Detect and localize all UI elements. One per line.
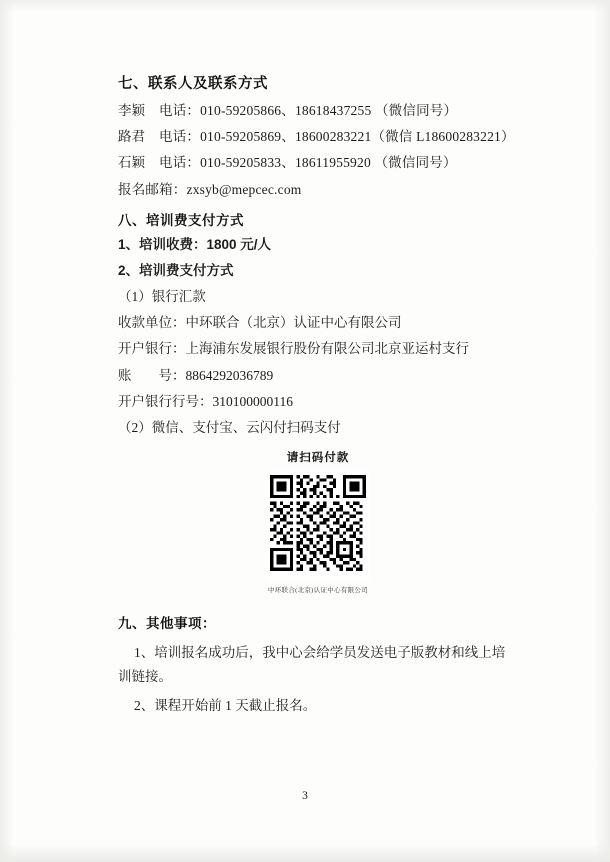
scan-edge-bottom	[0, 844, 610, 862]
payment-item-method-heading: 2、培训费支付方式	[118, 262, 234, 278]
page-number: 3	[302, 790, 308, 802]
payment-item-scan-pay: （2）微信、支付宝、云闪付扫码支付	[118, 419, 341, 435]
section-heading-nine: 九、其他事项：	[118, 616, 216, 632]
contact-name-3: 石颖	[118, 155, 145, 171]
scan-edge-left	[0, 0, 14, 862]
contact-detail-1: 电话：010-59205866、18618437255 （微信同号）	[159, 103, 458, 118]
document-content	[118, 72, 518, 724]
contact-line-1	[118, 104, 518, 118]
contact-email-line	[118, 183, 518, 197]
contact-detail-2: 电话：010-59205869、18600283221（微信 L18600283221）	[159, 129, 515, 145]
contact-email: 报名邮箱：zxsyb@mepcec.com	[118, 181, 302, 197]
contact-line-2	[118, 130, 518, 144]
qr-block	[118, 449, 518, 594]
qr-caption: 中环联合(北京)认证中心有限公司	[267, 587, 369, 595]
scan-edge-top	[0, 0, 610, 12]
payment-item-bank-code: 开户银行行号：310100000116	[118, 393, 293, 409]
payment-item-fee: 1、培训收费：1800 元/人	[118, 236, 272, 252]
section-heading-seven: 七、联系人及联系方式	[118, 76, 268, 92]
payment-item-payee: 收款单位：中环联合（北京）认证中心有限公司	[118, 315, 402, 331]
payment-item-bank: 开户银行：上海浦东发展银行股份有限公司北京亚运村支行	[118, 341, 469, 357]
scan-edge-right	[594, 0, 610, 862]
payment-item-account: 账 号：8864292036789	[118, 367, 274, 383]
contact-line-3	[118, 156, 518, 170]
payment-qr-code-icon	[266, 471, 370, 580]
qr-title: 请扫码付款	[286, 452, 350, 465]
other-paragraph-2: 2、课程开始前 1 天截止报名。	[134, 698, 317, 714]
contact-name-1: 李颖	[118, 103, 145, 118]
qr-svg	[270, 475, 366, 571]
section-heading-eight: 八、培训费支付方式	[118, 212, 244, 228]
payment-item-bank-transfer: （1）银行汇款	[118, 289, 206, 305]
contact-name-2: 路君	[118, 129, 145, 145]
contact-detail-3: 电话：010-59205833、18611955920 （微信同号）	[159, 155, 457, 171]
other-paragraph-1: 1、培训报名成功后，我中心会给学员发送电子版教材和线上培训链接。	[118, 645, 506, 684]
